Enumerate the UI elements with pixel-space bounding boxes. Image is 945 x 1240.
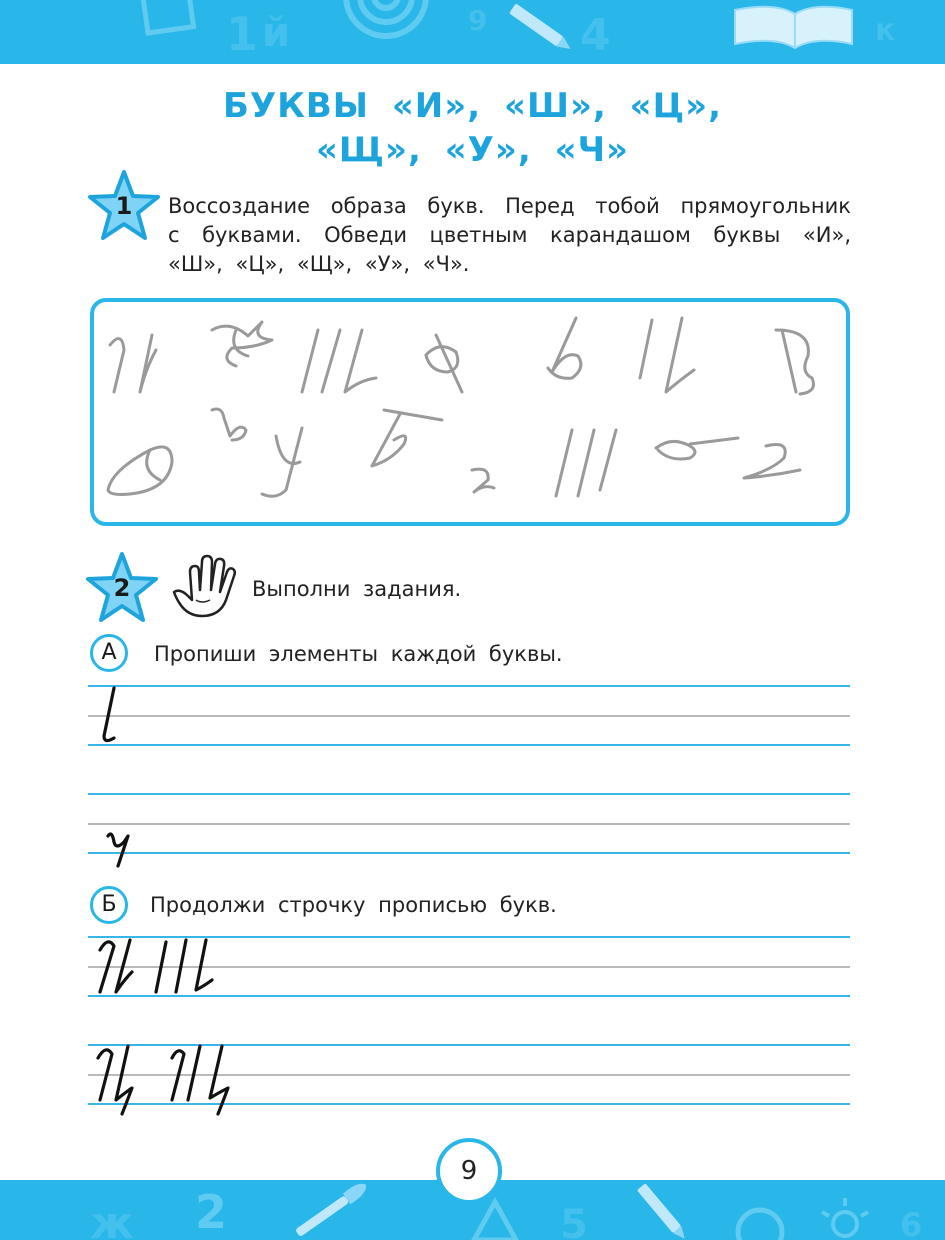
svg-text:5: 5 [560,1202,588,1240]
cursive-letter-sha [156,940,212,992]
svg-text:1: 1 [226,7,259,61]
task-2-number: 2 [113,574,131,602]
task-1-text-line-2: с буквами. Обведи цветным карандашом буквы «И», [168,223,851,247]
part-b-label: Б [90,886,128,924]
cursive-letter-tse [98,1046,132,1114]
page-number: 9 [436,1138,502,1204]
task-1-text-line-1: Воссоздание образа букв. Перед тобой прямоугольник [168,194,851,218]
svg-text:9: 9 [468,4,488,37]
svg-text:4: 4 [580,10,611,61]
part-a-label: А [90,634,128,672]
svg-text:к: к [875,13,896,48]
sun-icon [822,1198,868,1236]
part-a-instructions: Пропиши элементы каждой буквы. [154,642,563,666]
svg-text:ж: ж [90,1198,134,1240]
part-b-instructions: Продолжи строчку прописью букв. [150,893,557,917]
svg-text:й: й [262,10,291,56]
svg-text:6: 6 [900,1206,923,1240]
task-2-instructions: Выполни задания. [252,577,462,601]
brush-icon [294,1180,371,1239]
task-1-text-line-3: «Ш», «Ц», «Щ», «У», «Ч». [168,252,470,276]
page-title-line-1: БУКВЫ «И», «Ш», «Ц», [222,86,723,126]
page-title-line-2: «Щ», «У», «Ч» [315,130,630,170]
cursive-letter-i [100,940,132,992]
pencil-icon [637,1183,689,1240]
svg-text:2: 2 [195,1185,228,1239]
task-1-number: 1 [115,192,133,220]
cursive-letter-shcha [172,1046,228,1114]
